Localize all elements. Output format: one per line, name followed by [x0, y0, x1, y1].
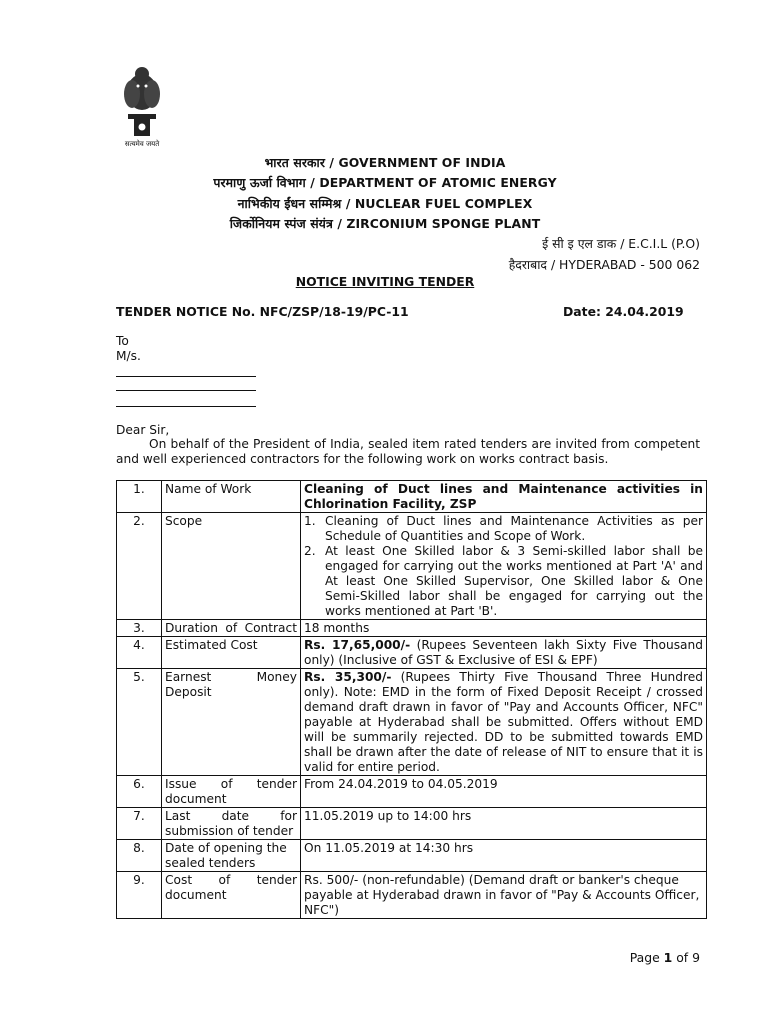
- table-row: [117, 872, 707, 919]
- row-label: Scope: [162, 513, 301, 620]
- row-number: 8.: [117, 840, 162, 872]
- row-number: 6.: [117, 776, 162, 808]
- row-number: 5.: [117, 669, 162, 776]
- list-item-text: At least One Skilled labor & 3 Semi-skilled labor shall be engaged for carrying out the works mentioned at Part 'A' and At least One Skilled Supervisor, One Skilled labor & One Semi-Skilled labor shall be engaged for carrying out the works mentioned at Part 'B'.: [325, 544, 703, 618]
- row-value: From 24.04.2019 to 04.05.2019: [301, 776, 707, 808]
- row-value: [301, 513, 707, 620]
- row-number: 7.: [117, 808, 162, 840]
- row-label: Cost of tender document: [162, 872, 301, 919]
- national-emblem-icon: [114, 64, 170, 150]
- header-plant: जिर्कोनियम स्पंज संयंत्र / ZIRCONIUM SPONGE PLANT: [229, 216, 541, 231]
- page-separator: of: [672, 950, 693, 965]
- page-number: [630, 950, 700, 965]
- list-item: [304, 514, 703, 544]
- addressee-blank-line: [116, 406, 256, 407]
- amount: Rs. 35,300/-: [304, 670, 392, 684]
- row-value: On 11.05.2019 at 14:30 hrs: [301, 840, 707, 872]
- address-city: हैदराबाद / HYDERABAD - 500 062: [508, 257, 700, 272]
- table-row: [117, 776, 707, 808]
- notice-title: NOTICE INVITING TENDER: [295, 274, 475, 289]
- table-row: [117, 620, 707, 637]
- header-government: भारत सरकार / GOVERNMENT OF INDIA: [264, 155, 506, 170]
- row-label: Duration of Contract: [162, 620, 301, 637]
- page-total: 9: [692, 950, 700, 965]
- row-value: 18 months: [301, 620, 707, 637]
- header-department: परमाणु ऊर्जा विभाग / DEPARTMENT OF ATOMIC ENERGY: [213, 175, 557, 190]
- addressee-to: To: [116, 334, 129, 348]
- addressee-ms: M/s.: [116, 349, 141, 363]
- addressee-blank-line: [116, 390, 256, 391]
- table-row: [117, 637, 707, 669]
- header-complex: नाभिकीय ईंधन सम्मिश्र / NUCLEAR FUEL COMPLEX: [237, 196, 533, 211]
- row-value: Rs. 500/- (non-refundable) (Demand draft or banker's cheque payable at Hyderabad drawn in favor of "Pay & Accounts Officer, NFC"): [301, 872, 707, 919]
- row-label: Name of Work: [162, 481, 301, 513]
- row-value: 11.05.2019 up to 14:00 hrs: [301, 808, 707, 840]
- salutation: Dear Sir,: [116, 423, 170, 437]
- tender-date: Date: 24.04.2019: [563, 304, 684, 319]
- table-row: [117, 840, 707, 872]
- emblem-caption: सत्यमेव जयते: [124, 140, 160, 148]
- address-post-office: ई सी इ एल डाक / E.C.I.L (P.O): [542, 236, 700, 251]
- tender-details-table: [116, 480, 707, 919]
- row-value: [301, 637, 707, 669]
- amount-details: (Rupees Seventeen lakh Sixty Five Thousand only) (Inclusive of GST & Exclusive of ESI & EPF): [304, 638, 703, 667]
- table-row: [117, 481, 707, 513]
- row-label: Estimated Cost: [162, 637, 301, 669]
- scope-list: [304, 514, 703, 619]
- row-value: Cleaning of Duct lines and Maintenance activities in Chlorination Facility, ZSP: [301, 481, 707, 513]
- page-prefix: Page: [629, 950, 664, 965]
- row-label: Earnest Money Deposit: [162, 669, 301, 776]
- row-number: 3.: [117, 620, 162, 637]
- list-item-number: 2.: [304, 544, 316, 558]
- table-row: [117, 513, 707, 620]
- list-item-text: Cleaning of Duct lines and Maintenance Activities as per Schedule of Quantities and Scope of Work.: [325, 514, 703, 543]
- addressee-blank-line: [116, 376, 256, 377]
- row-label: Last date for submission of tender: [162, 808, 301, 840]
- list-item-number: 1.: [304, 514, 316, 528]
- row-number: 9.: [117, 872, 162, 919]
- row-value: [301, 669, 707, 776]
- tender-number: TENDER NOTICE No. NFC/ZSP/18-19/PC-11: [116, 304, 409, 319]
- amount: Rs. 17,65,000/-: [304, 638, 411, 652]
- table-row: [117, 808, 707, 840]
- row-number: 4.: [117, 637, 162, 669]
- amount-details: (Rupees Thirty Five Thousand Three Hundred only). Note: EMD in the form of Fixed Deposit Receipt / crossed demand draft drawn in favor of "Pay and Accounts Officer, NFC" payable at Hyderabad shall be submitted. Offers without EMD will be summarily rejected. DD to be submitted towards EMD shall be drawn after the date of release of NIT to ensure that it is valid for entire period.: [304, 670, 703, 774]
- row-number: 2.: [117, 513, 162, 620]
- list-item: [304, 544, 703, 619]
- row-number: 1.: [117, 481, 162, 513]
- row-label: Issue of tender document: [162, 776, 301, 808]
- table-row: [117, 669, 707, 776]
- page-current: 1: [663, 950, 673, 965]
- row-label: Date of opening the sealed tenders: [162, 840, 301, 872]
- letter-body: On behalf of the President of India, sealed item rated tenders are invited from competent and well experienced contractors for the following work on works contract basis.: [116, 437, 700, 466]
